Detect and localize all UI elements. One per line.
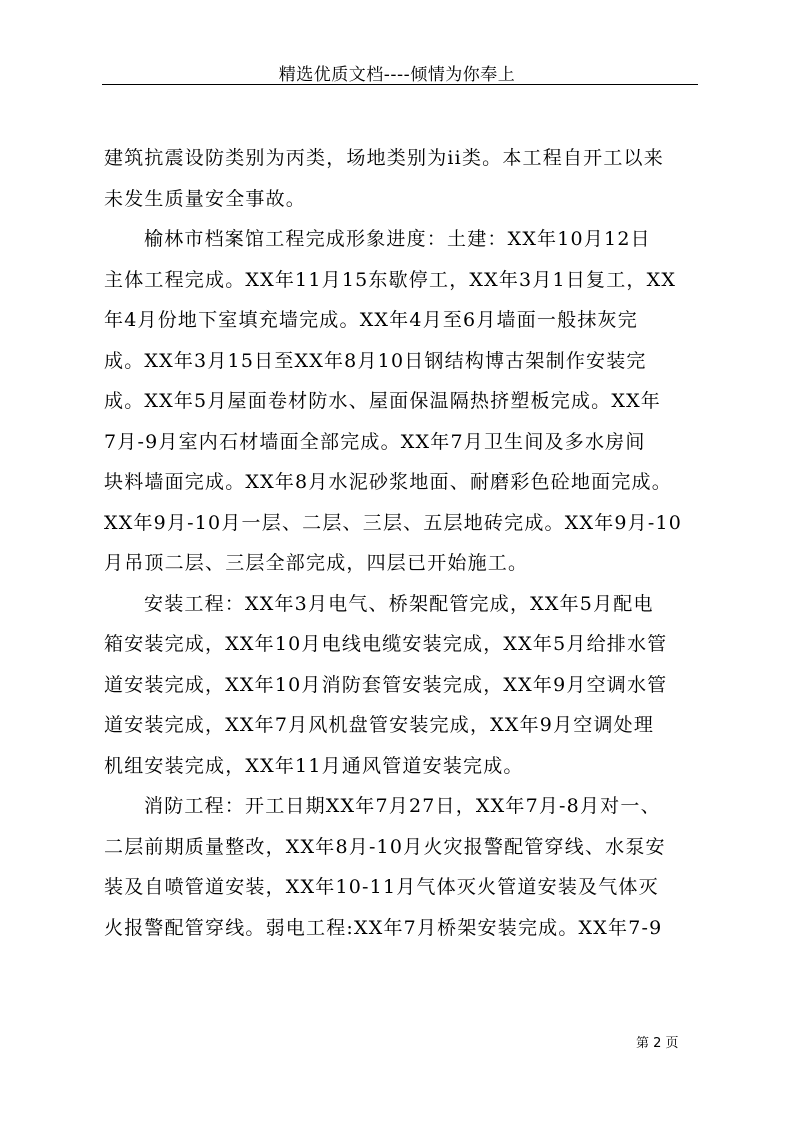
page-number: 第 2 页	[636, 1036, 679, 1051]
body-line: XX年9月-10月一层、二层、三层、五层地砖完成。XX年9月-10	[104, 511, 683, 534]
body-line: 年4月份地下室填充墙完成。XX年4月至6月墙面一般抹灰完	[104, 309, 638, 331]
body-line: 主体工程完成。XX年11月15东歇停工，XX年3月1日复工，XX	[104, 268, 677, 291]
page-header-title: 精选优质文档----倾情为你奉上	[278, 65, 516, 85]
paragraph-start-line: 消防工程：开工日期XX年7月27日，XX年7月-8月对一、	[144, 795, 661, 817]
body-line: 箱安装完成，XX年10月电线电缆安装完成，XX年5月给排水管	[104, 633, 668, 655]
body-line: 月吊顶二层、三层全部完成，四层已开始施工。	[104, 552, 529, 574]
body-line: 建筑抗震设防类别为丙类，场地类别为ii类。本工程自开工以来	[104, 147, 664, 169]
header-divider	[102, 84, 698, 85]
body-line: 成。XX年5月屋面卷材防水、屋面保温隔热挤塑板完成。XX年	[104, 390, 661, 412]
paragraph-start-line: 榆林市档案馆工程完成形象进度：土建：XX年10月12日	[144, 228, 651, 250]
body-line: 道安装完成，XX年7月风机盘管安装完成，XX年9月空调处理	[104, 714, 655, 736]
paragraph-start-line: 安装工程：XX年3月电气、桥架配管完成，XX年5月配电	[144, 592, 654, 615]
body-line: 7月-9月室内石材墙面全部完成。XX年7月卫生间及多水房间	[104, 430, 646, 453]
body-line: 二层前期质量整改，XX年8月-10月火灾报警配管穿线、水泵安	[104, 835, 666, 858]
body-line: 道安装完成，XX年10月消防套管安装完成，XX年9月空调水管	[104, 673, 668, 696]
body-line: 机组安装完成，XX年11月通风管道安装完成。	[104, 754, 524, 777]
body-line: 装及自喷管道安装，XX年10-11月气体灭火管道安装及气体灭	[104, 876, 659, 898]
body-line: 块料墙面完成。XX年8月水泥砂浆地面、耐磨彩色砼地面完成。	[104, 471, 672, 493]
document-body	[104, 138, 704, 948]
body-line: 火报警配管穿线。弱电工程:XX年7月桥架安装完成。XX年7-9	[104, 916, 663, 939]
body-line: 未发生质量安全事故。	[104, 187, 307, 210]
body-line: 成。XX年3月15日至XX年8月10日钢结构博古架制作安装完	[104, 349, 647, 372]
